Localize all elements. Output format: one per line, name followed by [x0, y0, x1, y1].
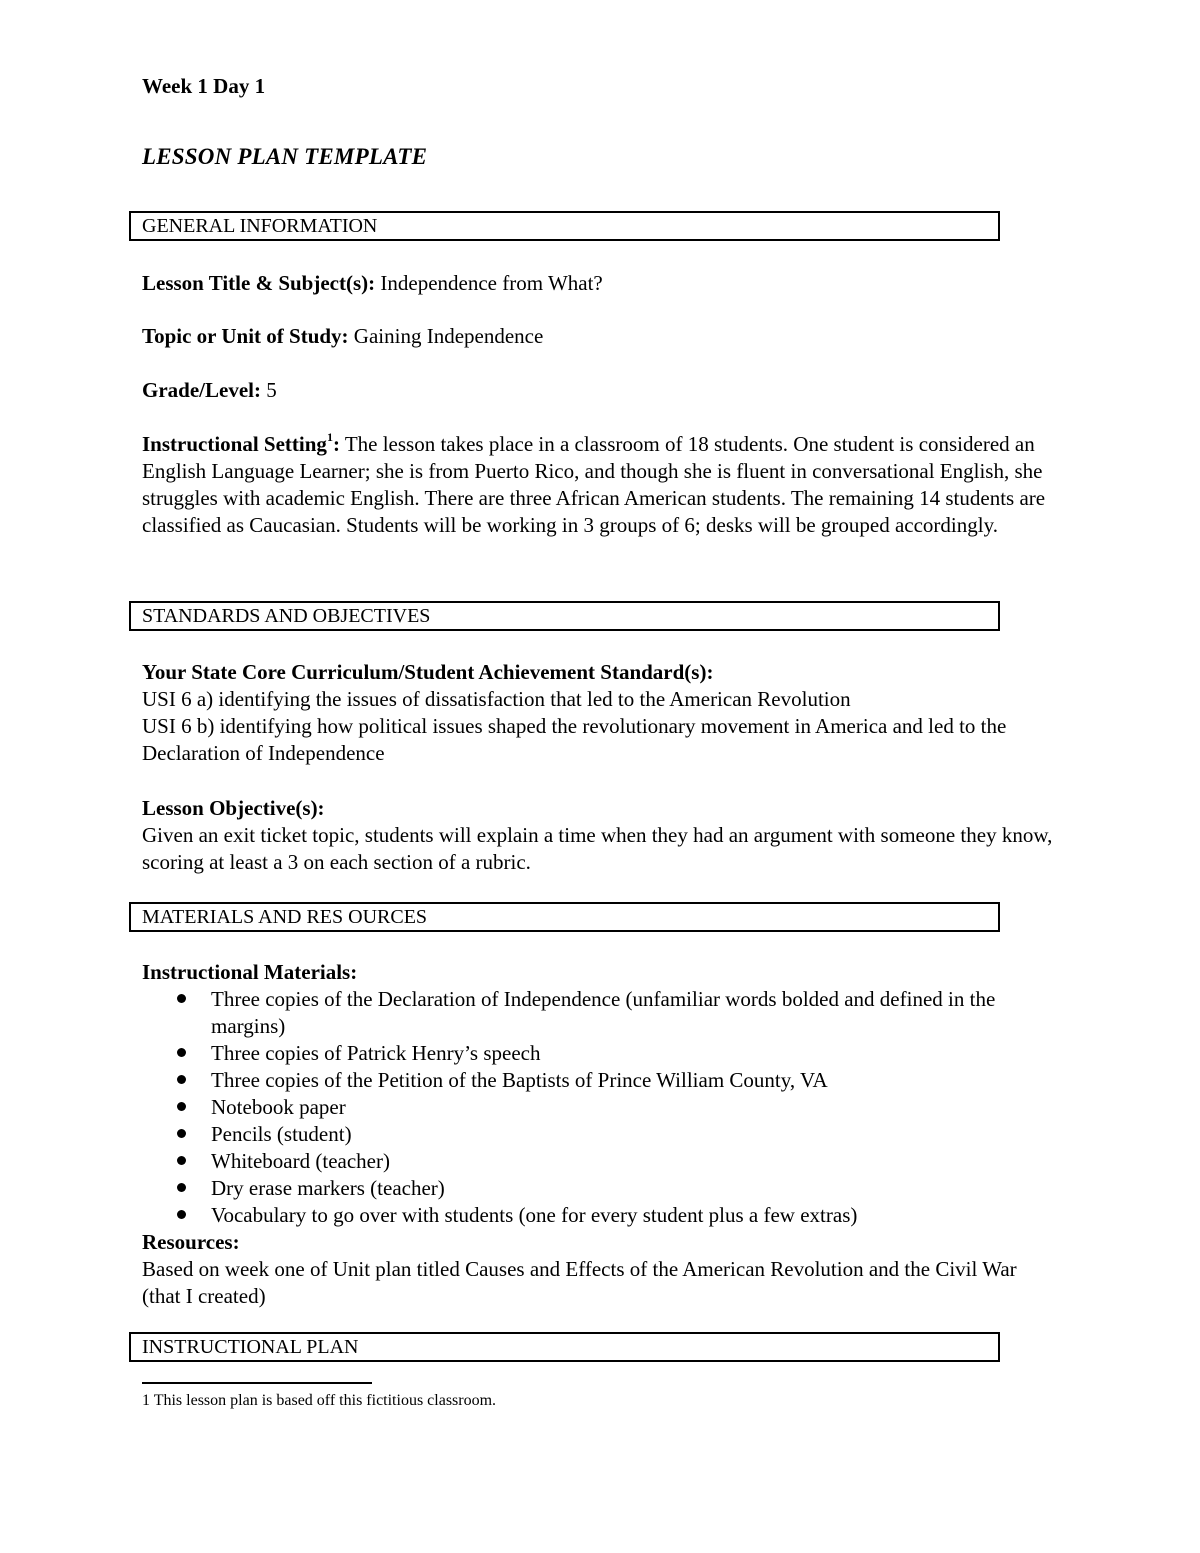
topic-field	[142, 323, 1062, 350]
grade-field	[142, 377, 1062, 404]
list-item-text: Notebook paper	[211, 1095, 346, 1119]
grade-value: 5	[266, 378, 277, 402]
section-header-instructional-plan	[129, 1332, 1000, 1362]
grade-label: Grade/Level:	[142, 378, 261, 402]
week-day-label: Week 1 Day 1	[142, 74, 266, 98]
section-header-label: INSTRUCTIONAL PLAN	[142, 1336, 359, 1358]
footnote-reference[interactable]: 1	[326, 430, 333, 444]
bullet-icon	[177, 1210, 186, 1219]
list-item-text: Whiteboard (teacher)	[211, 1149, 390, 1173]
instructional-setting-text: The lesson takes place in a classroom of 18 students. One student is considered an English Language Learner; she is from Puerto Rico, and though she is fluent in conversational English, she struggles with academic English. There are three African American students. The remaining 14 students are classified as Caucasian. Students will be working in 3 groups of 6; desks will be grouped accordingly.	[142, 432, 1046, 537]
section-header-label: GENERAL INFORMATION	[142, 215, 378, 237]
bullet-icon	[177, 1075, 186, 1084]
bullet-icon	[177, 1156, 186, 1165]
section-header-label: MATERIALS AND RES OURCES	[142, 906, 428, 928]
instructional-setting-paragraph	[142, 431, 1072, 539]
resources-text: Based on week one of Unit plan titled Causes and Effects of the American Revolution and the Civil War (that I created)	[142, 1257, 1017, 1308]
lesson-title-field	[142, 270, 1062, 297]
list-item-text: Three copies of Patrick Henry’s speech	[211, 1041, 541, 1065]
label-colon: :	[332, 432, 340, 456]
footnote-separator	[142, 1382, 372, 1384]
bullet-icon	[177, 1183, 186, 1192]
lesson-title-label: Lesson Title & Subject(s):	[142, 271, 376, 295]
list-item	[142, 1175, 1072, 1202]
topic-label: Topic or Unit of Study:	[142, 324, 349, 348]
list-item	[142, 1094, 1072, 1121]
bullet-icon	[177, 1102, 186, 1111]
list-item	[142, 1148, 1072, 1175]
instructional-materials-label: Instructional Materials:	[142, 960, 358, 984]
section-header-materials-resources	[129, 902, 1000, 932]
objectives-label: Lesson Objective(s):	[142, 796, 325, 820]
list-item-text: Dry erase markers (teacher)	[211, 1176, 445, 1200]
standard-b: USI 6 b) identifying how political issues shaped the revolutionary movement in America and led to the Declaration of Independence	[142, 714, 1007, 765]
bullet-icon	[177, 994, 186, 1003]
list-item	[142, 986, 1072, 1040]
topic-value: Gaining Independence	[353, 324, 544, 348]
standards-label: Your State Core Curriculum/Student Achievement Standard(s):	[142, 660, 714, 684]
materials-list	[142, 986, 1072, 1229]
list-item-text: Vocabulary to go over with students (one for every student plus a few extras)	[211, 1203, 858, 1227]
section-header-general-information	[129, 211, 1000, 241]
resources-label: Resources:	[142, 1230, 240, 1254]
list-item	[142, 1202, 1072, 1229]
objective-text: Given an exit ticket topic, students will explain a time when they had an argument with someone they know, scoring at least a 3 on each section of a rubric.	[142, 823, 1053, 874]
instructional-setting-label: Instructional Setting	[142, 432, 327, 456]
list-item	[142, 1067, 1072, 1094]
section-header-label: STANDARDS AND OBJECTIVES	[142, 605, 431, 627]
bullet-icon	[177, 1129, 186, 1138]
lesson-title-value: Independence from What?	[380, 271, 603, 295]
list-item	[142, 1121, 1072, 1148]
standard-a: USI 6 a) identifying the issues of dissatisfaction that led to the American Revolution	[142, 687, 851, 711]
list-item-text: Three copies of the Declaration of Independence (unfamiliar words bolded and defined in the margins)	[211, 987, 996, 1038]
footnote-text: 1 This lesson plan is based off this fictitious classroom.	[142, 1392, 497, 1409]
document-title: LESSON PLAN TEMPLATE	[142, 144, 428, 169]
list-item-text: Pencils (student)	[211, 1122, 352, 1146]
section-header-standards-objectives	[129, 601, 1000, 631]
list-item-text: Three copies of the Petition of the Baptists of Prince William County, VA	[211, 1068, 828, 1092]
bullet-icon	[177, 1048, 186, 1057]
list-item	[142, 1040, 1072, 1067]
